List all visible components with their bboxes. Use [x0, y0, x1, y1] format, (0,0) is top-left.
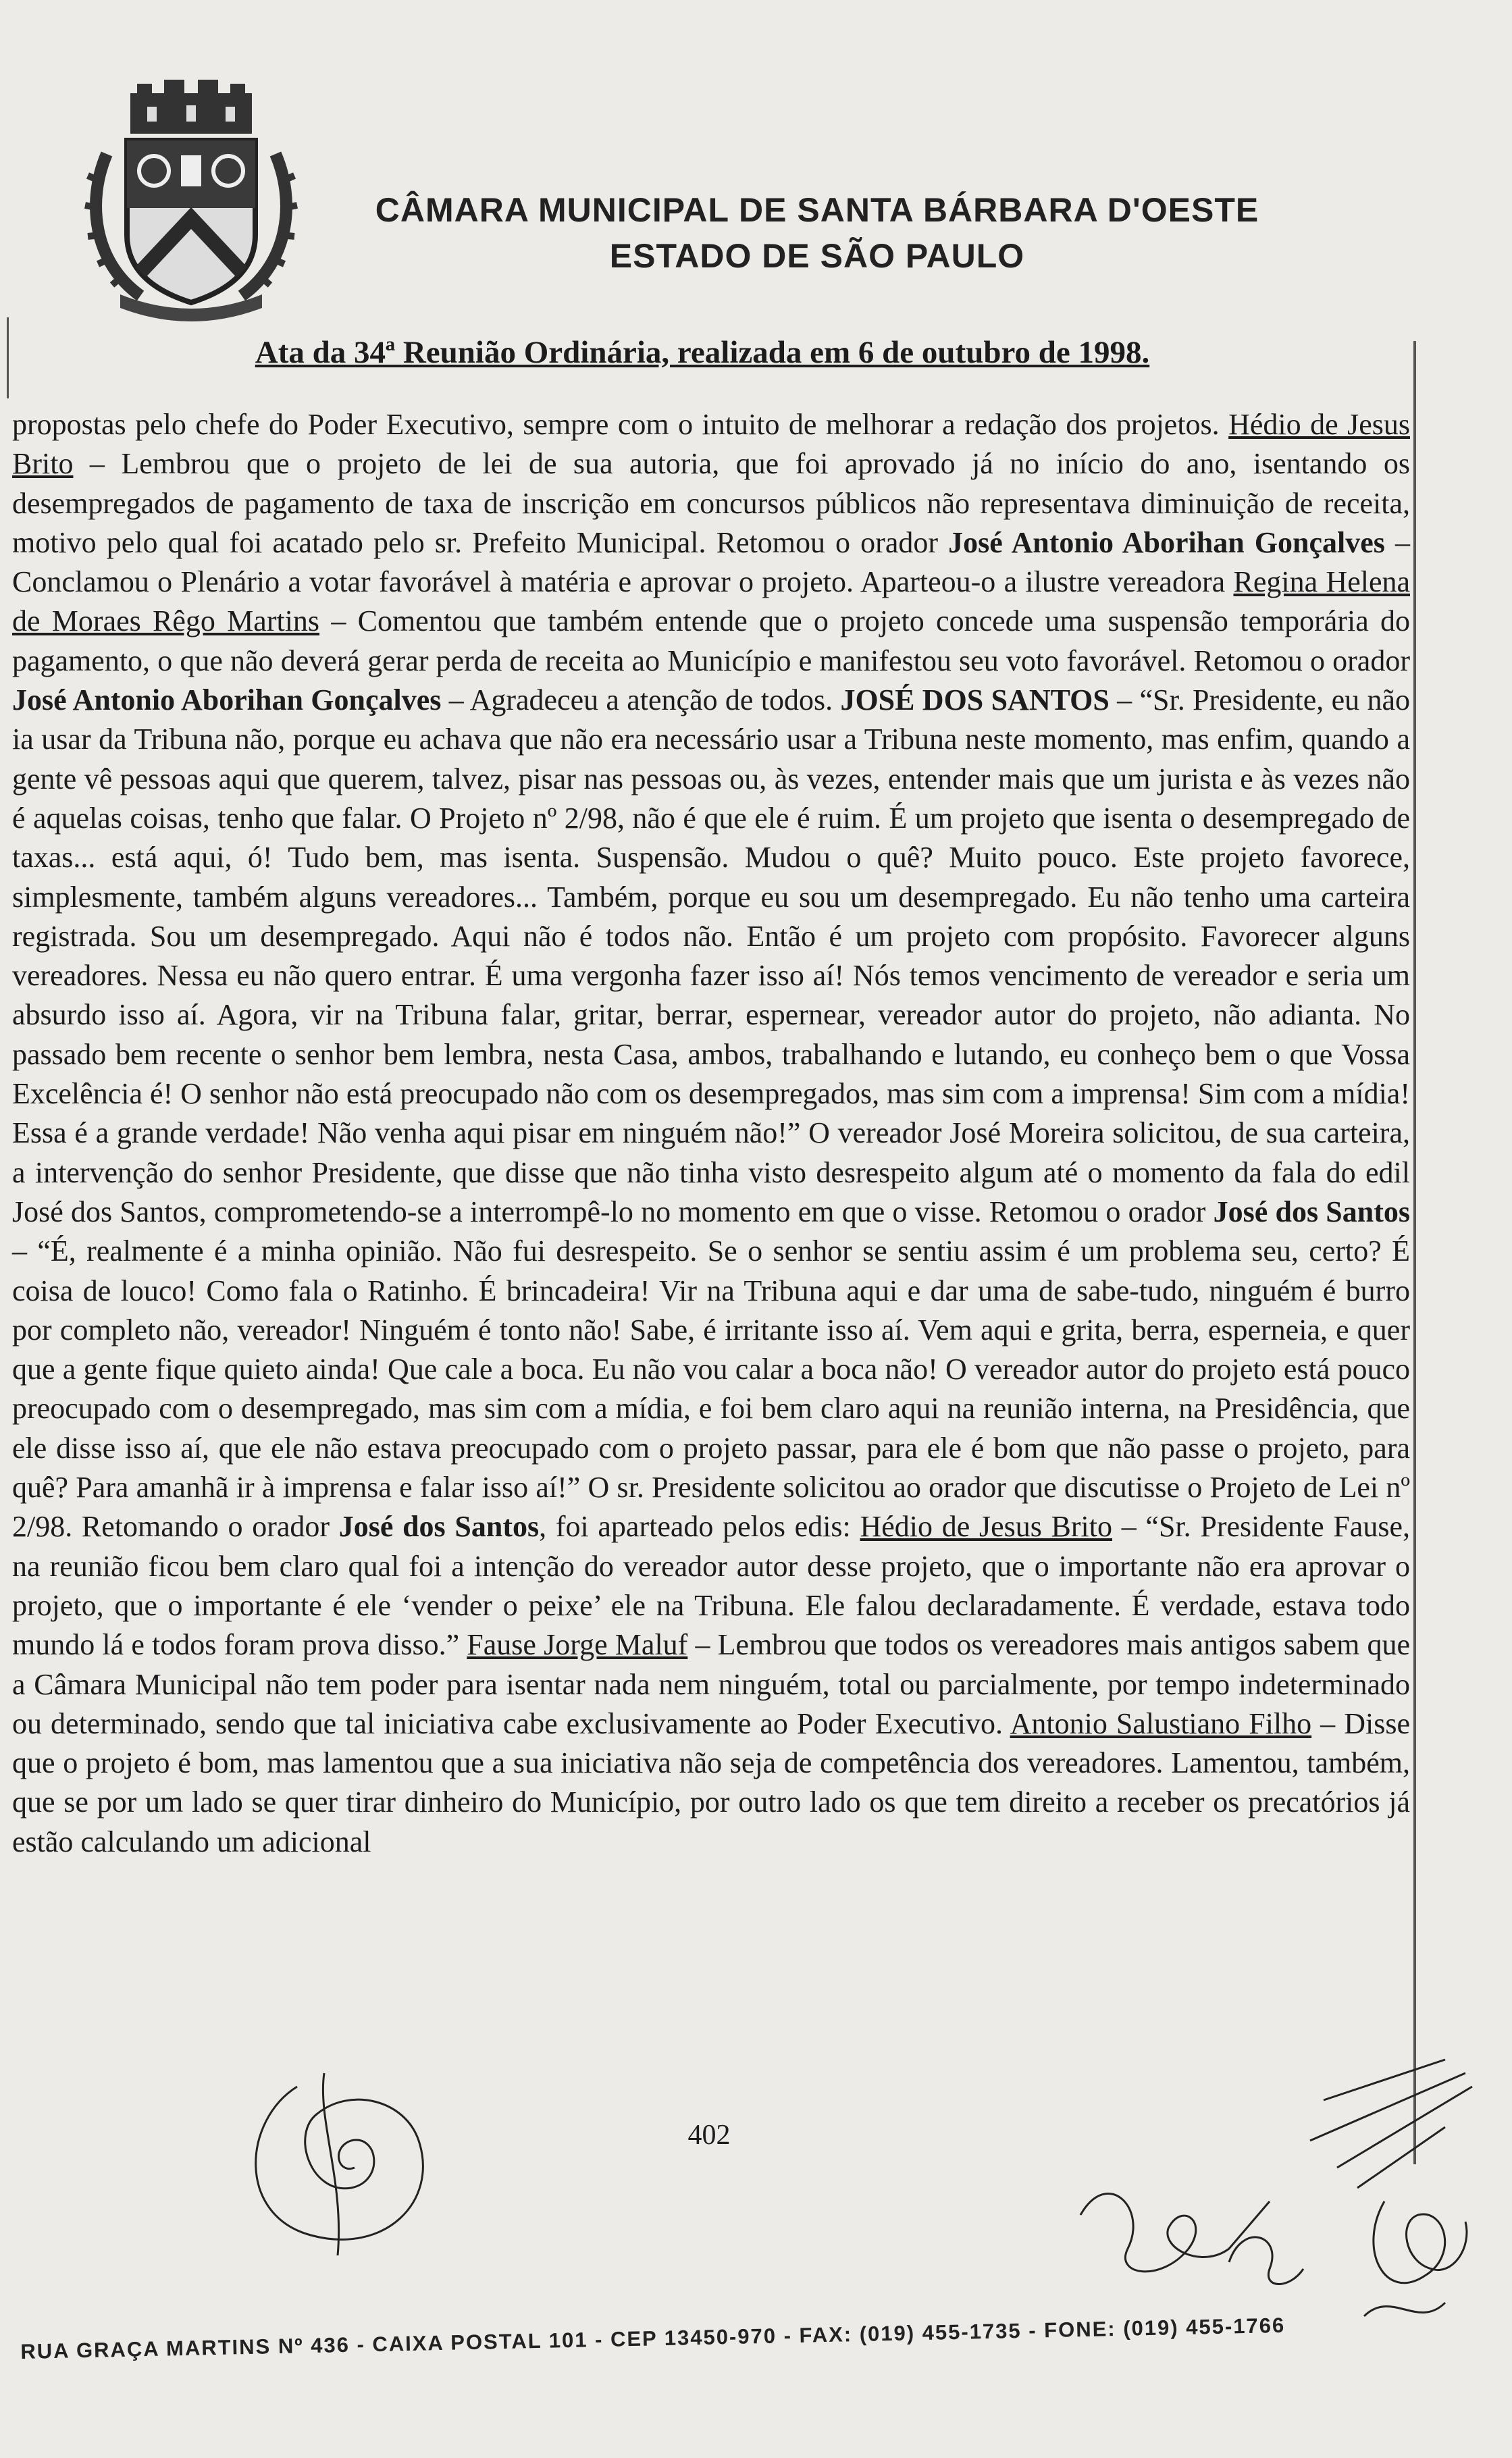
minutes-body	[12, 405, 1410, 1862]
speaker-name: José Antonio Aborihan Gonçalves	[948, 525, 1385, 559]
speaker-name: JOSÉ DOS SANTOS	[840, 683, 1110, 717]
chamber-name: CÂMARA MUNICIPAL DE SANTA BÁRBARA D'OESTE	[375, 191, 1259, 229]
footer-address: RUA GRAÇA MARTINS Nº 436 - CAIXA POSTAL 101 - CEP 13450-970 - FAX: (019) 455-1735 - FONE: (019) 455-1766	[20, 2313, 1286, 2363]
text-segment: propostas pelo chefe do Poder Executivo, sempre com o intuito de melhorar a redação dos projetos.	[12, 408, 1229, 441]
text-segment: – Conclamou o Plenário a votar favorável à matéria e aprovar o projeto. Aparteou-o a ilustre vereadora	[12, 525, 1410, 599]
text-segment: – “Sr. Presidente Fause, na reunião ficou bem claro qual foi a intenção do vereador autor desse projeto, que o importante não era aprovar o projeto, que o importante é ele ‘vender o peixe’ ele na Tribuna. Ele falou declaradamente. É verdade, estava todo mundo lá e todos foram prova disso.”	[12, 1510, 1410, 1662]
text-segment: – Agradeceu a atenção de todos.	[441, 683, 841, 717]
speaker-name: Hédio de Jesus Brito	[12, 408, 1410, 481]
speaker-name: José dos Santos	[1213, 1195, 1410, 1228]
speaker-name: Regina Helena de Moraes Rêgo Martins	[12, 565, 1411, 638]
text-segment: – Lembrou que o projeto de lei de sua autoria, que foi aprovado já no início do ano, isentando os desempregados de pagamento de taxa de inscrição em concursos públicos não representava diminuição de receita, motivo pelo qual foi acatado pelo sr. Prefeito Municipal. Retomou o orador	[12, 447, 1410, 559]
speaker-name: Fause Jorge Maluf	[467, 1628, 688, 1662]
coat-of-arms-icon	[80, 80, 303, 323]
state-name: ESTADO DE SÃO PAULO	[609, 237, 1025, 275]
speaker-name: José dos Santos	[338, 1510, 540, 1544]
minutes-paragraph	[12, 405, 1410, 1862]
text-segment: – Disse que o projeto é bom, mas lamentou que a sua iniciativa não seja de competência dos vereadores. Lamentou, também, que se por um lado se quer tirar dinheiro do Município, por outro lado os que tem direito a receber os precatórios já estão calculando um adicional	[12, 1706, 1410, 1858]
text-segment: – “Sr. Presidente, eu não ia usar da Tribuna não, porque eu achava que não era necessário usar a Tribuna neste momento, mas enfim, quando a gente vê pessoas aqui que querem, talvez, pisar nas pessoas ou, às vezes, entender mais que um jurista e às vezes não é aquelas coisas, tenho que falar. O Projeto nº 2/98, não é que ele é ruim. É um projeto que isenta o desempregado de taxas... está aqui, ó! Tudo bem, mas isenta. Suspensão. Mudou o quê? Muito pouco. Este projeto favorece, simplesmente, também alguns vereadores... Também, porque eu sou um desempregado. Eu não tenho uma carteira registrada. Sou um desempregado. Aqui não é todos não. Então é um projeto com propósito. Favorecer alguns vereadores. Nessa eu não quero entrar. É uma vergonha fazer isso aí! Nós temos vencimento de vereador e seria um absurdo isso aí. Agora, vir na Tribuna falar, gritar, berrar, espernear, vereador autor do projeto, não adianta. No passado bem recente o senhor bem lembra, nesta Casa, ambos, trabalhando e lutando, eu conheço bem o que Vossa Excelência é! O senhor não está preocupado não com os desempregados, mas sim com a imprensa! Sim com a mídia! Essa é a grande verdade! Não venha aqui pisar em ninguém não!” O vereador José Moreira solicitou, de sua carteira, a intervenção do senhor Presidente, que disse que não tinha visto desrespeito algum até o momento da fala do edil José dos Santos, comprometendo-se a interrompê-lo no momento em que o visse. Retomou o orador	[12, 683, 1410, 1228]
signature-left-icon	[216, 2060, 473, 2262]
page-edge-right	[1413, 341, 1416, 2164]
speaker-name: José Antonio Aborihan Gonçalves	[12, 683, 442, 717]
text-segment: , foi aparteado pelos edis:	[539, 1510, 860, 1544]
text-segment: – Comentou que também entende que o projeto concede uma suspensão temporária do pagamento, o que não deverá gerar perda de receita ao Município e manifestou seu voto favorável. Retomou o orador	[12, 604, 1410, 677]
text-segment: – “É, realmente é a minha opinião. Não fui desrespeito. Se o senhor se sentiu assim é um problema seu, certo? É coisa de louco! Como fala o Ratinho. É brincadeira! Vir na Tribuna aqui e dar uma de sabe-tudo, ninguém é burro por completo não, vereador! Ninguém é tonto não! Sabe, é irritante isso aí. Vem aqui e grita, berra, esperneia, e quer que a gente fique quieto ainda! Que cale a boca. Eu não vou calar a boca não! O vereador autor do projeto está pouco preocupado com o desempregado, mas sim com a mídia, e foi bem claro aqui na reunião interna, na Presidência, que ele disse isso aí, que ele não estava preocupado com o projeto passar, para ele é bom que não passe o projeto, para quê? Para amanhã ir à imprensa e falar isso aí!” O sr. Presidente solicitou ao orador que discutisse o Projeto de Lei nº 2/98. Retomando o orador	[12, 1234, 1410, 1544]
document-title: Ata da 34ª Reunião Ordinária, realizada em 6 de outubro de 1998.	[255, 335, 1150, 370]
speaker-name: Hédio de Jesus Brito	[860, 1510, 1113, 1544]
signature-right-icon	[1067, 2046, 1486, 2343]
speaker-name: Antonio Salustiano Filho	[1010, 1706, 1312, 1740]
page-edge-left	[7, 317, 9, 398]
text-segment: – Lembrou que todos os vereadores mais antigos sabem que a Câmara Municipal não tem poder para isentar nada nem ninguém, total ou parcialmente, por tempo indeterminado ou determinado, sendo que tal iniciativa cabe exclusivamente ao Poder Executivo.	[12, 1628, 1410, 1740]
page-number: 402	[687, 2120, 731, 2151]
